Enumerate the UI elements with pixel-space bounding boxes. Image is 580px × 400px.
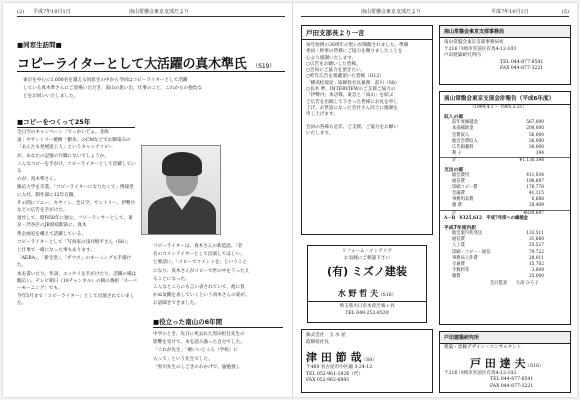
detail-heading: 平成7年度内訳 <box>444 226 477 231</box>
body-line: 慶応大学を卒業、「コピーライターになりたくて」博報堂に入社。制作部に12年在籍。 <box>17 185 134 198</box>
body-line: 「これが先生」「硬いいところ（学校）に <box>153 348 238 354</box>
message-body <box>302 40 432 140</box>
expense-row: 総会費用 411,034 <box>452 172 544 178</box>
ad-person <box>308 280 426 301</box>
message-line: 「横浜松坂屋」取締役社長兼務 前川（S8） <box>306 80 400 86</box>
ad-phone: TEL 048-252-8520 <box>345 310 389 316</box>
headline-class-year: （S19） <box>252 63 275 70</box>
branch-office-box <box>439 25 571 85</box>
office-place: 戸田建築研究所内 <box>444 53 481 58</box>
body-line: 「黒川先生のしごきのおかげで、猛勉強し <box>153 364 241 370</box>
message-line: ○会員にご協力を頂きたい。 <box>306 68 366 74</box>
body-line: 今年5月まで「コピーライター」として出演されていました。 <box>17 294 135 307</box>
ad-person-name: 戸 田 達 夫 <box>470 356 526 370</box>
expense-row: 事務用品費 6,688 <box>452 197 544 203</box>
ad-person-name: 津 田 節 哉 <box>306 351 362 364</box>
message-line: 申し上げます。 <box>306 112 338 118</box>
message-line: ○長木 準、INTERVIEWのご支援ご協力の <box>306 87 396 93</box>
section-heading-copy-25-years: ■コピーをつくって25年 <box>17 117 135 128</box>
body-line: その間にソニー、キヤノン、全日空、サントリー、伊勢丹などの広告を手がけた。 <box>17 200 136 214</box>
body-line: のが、真木準さん。 <box>17 177 59 183</box>
office-address: 〒216 川崎市宮前区有馬4-12-103 <box>444 46 517 52</box>
detail-row: 事務局人件費 28,011 <box>452 255 544 261</box>
finance-report <box>439 91 571 325</box>
detail-row: 雑費 25,000 <box>452 274 544 280</box>
ad-address: 〒216 川崎市宮前区有馬4-12-103 <box>444 370 517 376</box>
body-line: コピーライターは、真木さんの新造語。「者 <box>153 244 243 249</box>
ad-person <box>440 352 570 371</box>
body-line: 影響を受けて、本を読み漁った自分でした。 <box>153 340 245 346</box>
intro-line: している真木準さんにご登場いただき、南山の思い出、仕事のこと、これからの抱負な <box>23 86 202 92</box>
body-line: になり、真木さんがコピーで世の中をうったえ <box>153 268 250 274</box>
branch-chief-message <box>301 25 433 235</box>
right-running-header <box>301 7 569 17</box>
body-line: こんなところにも言い表されていて、他に負 <box>153 285 245 291</box>
detail-row: 総会案内状発送 133,511 <box>452 231 544 236</box>
ad-address: 埼玉県川口市木曽呂鳩ヶ谷 <box>339 304 395 309</box>
office-title: 南山常盤会東京支部事務局 <box>440 26 570 38</box>
message-line: 毎年恒例の30周年の集いが開催されました。準備 <box>306 43 409 48</box>
auditor-signature: 会計監査 大高 ひろ子 <box>490 280 539 286</box>
article-intro <box>23 77 281 102</box>
ad-person-name: 水 野 哲 夫 <box>337 289 379 298</box>
expense-row: 印刷コピー費 176,778 <box>452 184 544 190</box>
message-line: ○昨年広告を掲載頂いた皆様（G12） <box>306 74 384 80</box>
right-issue-date: 平成7年10月1日 <box>491 9 529 15</box>
body-line: 「AERA」、「新生堂」、「ザウス」のネーミングも手掛けた。 <box>17 256 132 269</box>
ad-address: 〒460 名古屋市中区錦 3-24-12 <box>306 365 373 370</box>
left-issue-date: 平成7年10月1日 <box>33 9 71 15</box>
detail-row: 人工賃 25,527 <box>452 243 544 249</box>
detail-row: 通信費 31,660 <box>452 237 544 243</box>
article-column-1 <box>17 129 137 393</box>
page-fold <box>292 3 293 397</box>
body-line: 入って」という先生でした。 <box>153 356 213 362</box>
detail-row: 印刷・コピー・通信 79,722 <box>452 249 544 255</box>
right-newsletter-title: 南山常盤会東京支部だより <box>361 9 422 15</box>
expense-total: 計 ¥830,697 <box>440 210 570 216</box>
office-fax: FAX 044-877-3221 <box>500 66 544 71</box>
intro-line: どをお伺いいたしました。 <box>23 94 79 100</box>
message-line: 会員の各様も是非、ご支援、ご協力をお願い <box>306 124 398 130</box>
portrait-hair <box>162 152 202 176</box>
balance-row: A－B ¥325,612 平成7年度への繰越金 <box>444 215 528 221</box>
body-line: お話聞きできました。 <box>153 301 199 307</box>
intro-line: 東京を中心に1,600名を越える同窓生の中から今回はコピーライターとして活躍 <box>23 78 188 83</box>
article-column-2 <box>153 243 283 307</box>
finance-title: 南山常盤会東京支部会計報告（平成6年度） <box>440 92 570 105</box>
ad-firm-name: 戸田建築研究所 <box>440 332 570 344</box>
ad-tamamizuya <box>301 329 433 393</box>
newsletter-spread <box>3 3 577 397</box>
body-line: コピーライターとして「写真家の浅井慎平さん（S8）」 <box>17 239 131 245</box>
income-row: 前年度繰越金 567,000 <box>452 120 544 126</box>
message-line: 委員・幹事の皆様にご協力を賜りましたことを <box>306 49 403 55</box>
body-line: ることになった。 <box>153 276 190 282</box>
ad-person-class: （S8） <box>361 358 377 363</box>
ad-person-class: （S16） <box>525 363 544 369</box>
expense-row: 雑 費 28,409 <box>452 203 544 209</box>
expense-row: 通信費 106,697 <box>452 178 544 184</box>
income-row: 広告掲載料 30,000 <box>452 144 544 150</box>
message-line: 「伊勢丹」本店様、東急と「南山」を結ぶ <box>306 93 394 99</box>
ad-person <box>302 346 432 365</box>
left-newsletter-title: 南山常盤会東京支部だより <box>129 9 190 15</box>
body-line: 全日空のキャンペーン「でっかいどぉ。北海 <box>17 130 109 135</box>
ad-company-name: (有) ミズノ建装 <box>327 265 407 278</box>
message-line: ご広告を出稿して下さった皆様にお礼を申し <box>306 99 398 105</box>
message-line: 心より感謝いたします。 <box>306 55 357 61</box>
ad-tagline-2: お気軽にご相談下さい <box>344 255 390 261</box>
message-line: ○広告をお願いした皆様。 <box>306 61 361 67</box>
ad-phone: TEL 052-961-1826（代） <box>306 371 364 377</box>
section-heading-nanzan-6-years: ■役立った南山の6年間 <box>153 317 283 328</box>
article-headline <box>17 53 285 72</box>
body-line: 名のコメンテイターとして出演してほしい」 <box>153 252 245 258</box>
ad-role: 取締役社長 <box>306 339 329 345</box>
office-note: 南山常盤会東京支部事務局宛 <box>444 40 504 45</box>
body-line: かぬ気概を表していくという真木さんの姿が、 <box>153 293 250 299</box>
finance-period: （1994.4.1 ～ 1995.3.31） <box>470 105 527 110</box>
income-row: 利 子 394 <box>452 151 544 157</box>
income-row: 本部補助金 200,000 <box>452 126 544 132</box>
headline-rule <box>17 71 285 72</box>
body-line: 本を書いたり、作詞、エッセイを手がけたり、活躍の場は幅広い。テレビ朝日（10チャンネル）の朝の番組「スーパーモーニング」でも、 <box>17 271 137 292</box>
ad-mizuno-kenso <box>307 245 427 323</box>
income-heading: 収入の部 <box>444 115 464 121</box>
left-page-number: (2) <box>17 9 25 15</box>
ad-person-class: （S16） <box>378 293 397 298</box>
left-running-header <box>17 7 285 17</box>
expense-heading: 支出の部 <box>444 167 464 173</box>
office-phone: TEL 044-877-8541 <box>500 59 544 65</box>
income-total: 計 ¥1,136,398 <box>440 157 570 163</box>
headline-text: コピーライターとして大活躍の真木準氏 <box>17 57 247 72</box>
ad-subtitle: 建築・景観デザイン・コンサルタント <box>444 345 522 350</box>
portrait-photo <box>141 145 221 235</box>
ad-fax: FAX 052-962-6895 <box>306 378 350 383</box>
detail-row: 手数料等 3,809 <box>452 268 544 274</box>
body-line: と仕事で一緒になった事もあります。 <box>17 248 95 254</box>
body-line: こんなコピーを手がけ、コピーライターとして活躍している <box>17 161 136 175</box>
body-line: 退社して、昭和58年に独立。フリーランサーとして、東京・渋谷区のJR原宿駅前に、真木 <box>17 216 133 229</box>
income-row: 総会会費収入 36,000 <box>452 138 544 144</box>
message-line: いたします。 <box>306 131 334 137</box>
right-page-number: (5) <box>561 9 569 15</box>
body-line: 準企画室を構えて活躍している。 <box>17 231 86 237</box>
ad-tagline: リフォーム・インテリア <box>341 249 393 254</box>
ad-toda-architecture <box>439 331 571 393</box>
body-line: 中学のとき、先日に死去れた黒田担任先生の <box>153 332 245 337</box>
income-row: 会費収入 56,000 <box>452 132 544 138</box>
message-title: 戸田支部長より一言 <box>302 26 432 40</box>
ad-phone: TEL 044-877-8541 <box>490 377 534 382</box>
detail-row: 交通費 15,702 <box>452 261 544 267</box>
body-line: と要請に、「コピーでコメントを」ということ <box>153 260 247 266</box>
article-column-3 <box>153 331 283 393</box>
body-line: が、あなたの記憶の片隅にないでしょうか。 <box>17 153 109 159</box>
section-kicker: ■同窓生訪問■ <box>17 41 62 49</box>
message-line: 上げ、お世話になった会社さん同士に感謝を <box>306 105 398 111</box>
ad-fax: FAX 044-877-3221 <box>490 383 534 389</box>
body-line: 道」やサントリー焼酎「樹氷」のCMなどでお馴染みの「あんたも発展途上人」というキャッチコピー <box>17 138 131 151</box>
expense-row: 会議費 41,115 <box>452 191 544 197</box>
ad-company: 株式会社 玉 水 屋 <box>306 333 346 338</box>
